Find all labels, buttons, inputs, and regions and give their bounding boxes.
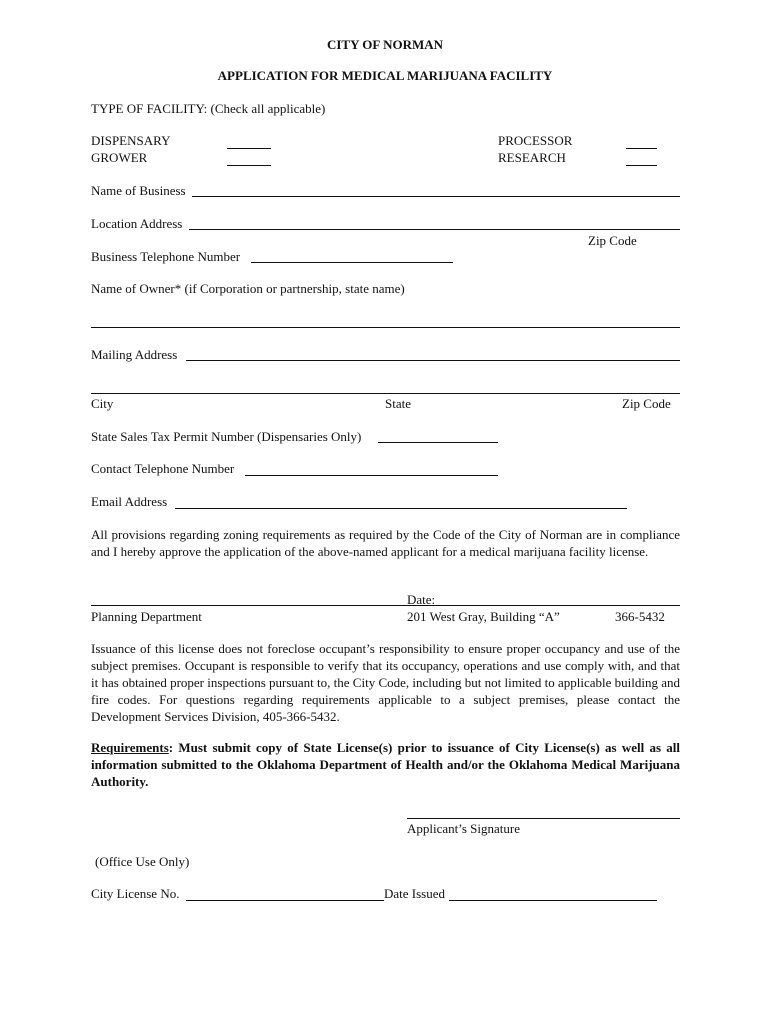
city-license-field[interactable] [186,900,384,901]
notice-paragraph: Issuance of this license does not foreclose occupant’s responsibility to ensure proper occupancy and use of the subject premises. Occupant is responsible to verify that its occupancy, operations and use comply with, and that it has obtained proper inspections pursuant to, the City Code, including but not limited to applicable building and fire codes. For questions regarding requirements applicable to a subject premises, please contact the Development Services Division, 405-366-5432. [91,641,680,724]
city-license-label: City License No. [91,886,180,901]
form-title: APPLICATION FOR MEDICAL MARIJUANA FACILITY [217,68,553,83]
date-issued-field[interactable] [449,900,657,901]
facility-type-label: TYPE OF FACILITY: (Check all applicable) [91,101,326,116]
location-address-field[interactable] [189,229,680,230]
dispensary-check-blank[interactable] [227,148,271,149]
requirements-text: Must submit copy of State License(s) prior to issuance of City License(s) as well as all information submitted to the Oklahoma Department of Health and/or the Oklahoma Medical Marijuana Authority. [91,740,680,789]
grower-check-blank[interactable] [227,165,271,166]
applicant-signature-label: Applicant’s Signature [407,821,521,836]
processor-check-blank[interactable] [626,148,657,149]
date-label: Date: [407,592,436,607]
tax-permit-label: State Sales Tax Permit Number (Dispensaries Only) [91,429,362,444]
department-phone: 366-5432 [615,609,665,624]
dispensary-label: DISPENSARY [91,133,171,148]
city-title: CITY OF NORMAN [326,37,444,52]
date-issued-label: Date Issued [384,886,446,901]
planning-department-label: Planning Department [91,609,202,624]
research-label: RESEARCH [498,150,566,165]
tax-permit-field[interactable] [378,442,498,443]
business-name-field[interactable] [192,196,680,197]
business-phone-label: Business Telephone Number [91,249,241,264]
applicant-signature-field[interactable] [407,818,680,819]
department-address: 201 West Gray, Building “A” [407,609,560,624]
owner-name-field[interactable] [91,327,680,328]
requirements-colon: : [168,740,174,755]
requirements-paragraph [91,739,680,790]
location-address-label: Location Address [91,216,183,231]
mailing-zip-label: Zip Code [622,396,671,411]
contact-phone-label: Contact Telephone Number [91,461,235,476]
email-label: Email Address [91,494,168,509]
mailing-address-label: Mailing Address [91,347,178,362]
city-state-zip-field[interactable] [91,393,680,394]
business-phone-field[interactable] [251,262,453,263]
owner-name-label: Name of Owner* (if Corporation or partnership, state name) [91,281,405,296]
city-label: City [91,396,114,411]
zip-code-label: Zip Code [588,233,637,248]
research-check-blank[interactable] [626,165,657,166]
business-name-label: Name of Business [91,183,186,198]
contact-phone-field[interactable] [245,475,498,476]
email-field[interactable] [175,508,627,509]
mailing-address-field[interactable] [186,360,680,361]
planning-signature-field[interactable] [91,605,680,606]
processor-label: PROCESSOR [498,133,573,148]
office-use-label: (Office Use Only) [95,854,190,869]
state-label: State [385,396,411,411]
grower-label: GROWER [91,150,148,165]
requirements-label: Requirements [91,740,169,755]
approval-paragraph: All provisions regarding zoning requirements as required by the Code of the City of Norman are in compliance and I hereby approve the application of the above-named applicant for a medical marijuana facility license. [91,527,680,559]
